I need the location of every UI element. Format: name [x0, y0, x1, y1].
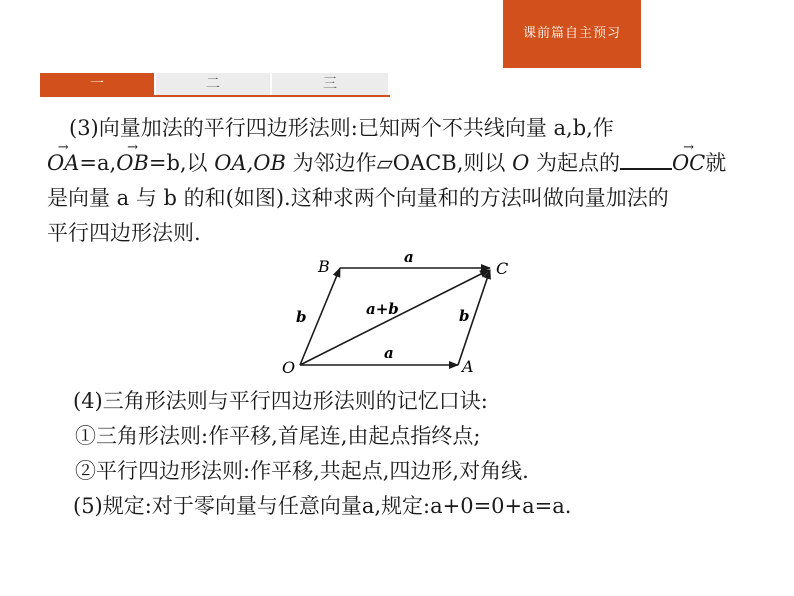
p3-line-2: [47, 146, 726, 181]
parallelogram-figure: [276, 248, 526, 380]
label-a-top: a: [404, 248, 414, 266]
vector-ob: → OB: [116, 146, 149, 181]
vector-oc: → OC: [672, 146, 705, 181]
eq-a: =a,: [79, 151, 117, 175]
point-a-label: A: [462, 357, 474, 376]
mid-text: 为邻边作▱OACB,则以: [292, 151, 506, 175]
p5-rule: (5)规定:对于零向量与任意向量a,规定:a+0=0+a=a.: [73, 494, 572, 518]
vector-oa: → OA: [47, 146, 79, 181]
tab-2[interactable]: 二: [156, 73, 270, 95]
label-a-bottom: a: [384, 344, 394, 362]
label-b-right: b: [459, 307, 470, 325]
point-b-label: B: [318, 257, 330, 276]
tab-3[interactable]: 三: [272, 73, 388, 95]
tab-underline: [40, 95, 390, 97]
tab-bar: [40, 73, 390, 95]
label-a-plus-b: a+b: [366, 300, 399, 318]
tail-text: 就: [705, 151, 727, 175]
section-title-tab[interactable]: 课前篇自主预习: [503, 0, 641, 68]
eq-b: =b,以: [148, 151, 208, 175]
point-o-text: O: [512, 151, 530, 175]
p4-item-2: ②平行四边形法则:作平移,共起点,四边形,对角线.: [75, 459, 529, 483]
tab-1[interactable]: 一: [40, 73, 154, 95]
point-o-label: O: [282, 358, 296, 377]
point-c-label: C: [496, 259, 509, 278]
paragraph-4: [47, 384, 571, 524]
p3-line-4: 平行四边形法则.: [47, 221, 201, 245]
p4-title: (4)三角形法则与平行四边形法则的记忆口诀:: [73, 389, 488, 413]
p4-item-1: ①三角形法则:作平移,首尾连,由起点指终点;: [75, 424, 481, 448]
label-b-left: b: [296, 308, 307, 326]
paragraph-3: [47, 111, 726, 251]
p3-line-3: 是向量 a 与 b 的和(如图).这种求两个向量和的方法叫做向量加法的: [47, 186, 669, 210]
oa-ob-text: OA,OB: [214, 151, 286, 175]
answer-blank: [620, 148, 672, 170]
mid-text-2: 为起点的: [535, 151, 620, 175]
p3-line-1: (3)向量加法的平行四边形法则:已知两个不共线向量 a,b,作: [69, 116, 614, 140]
